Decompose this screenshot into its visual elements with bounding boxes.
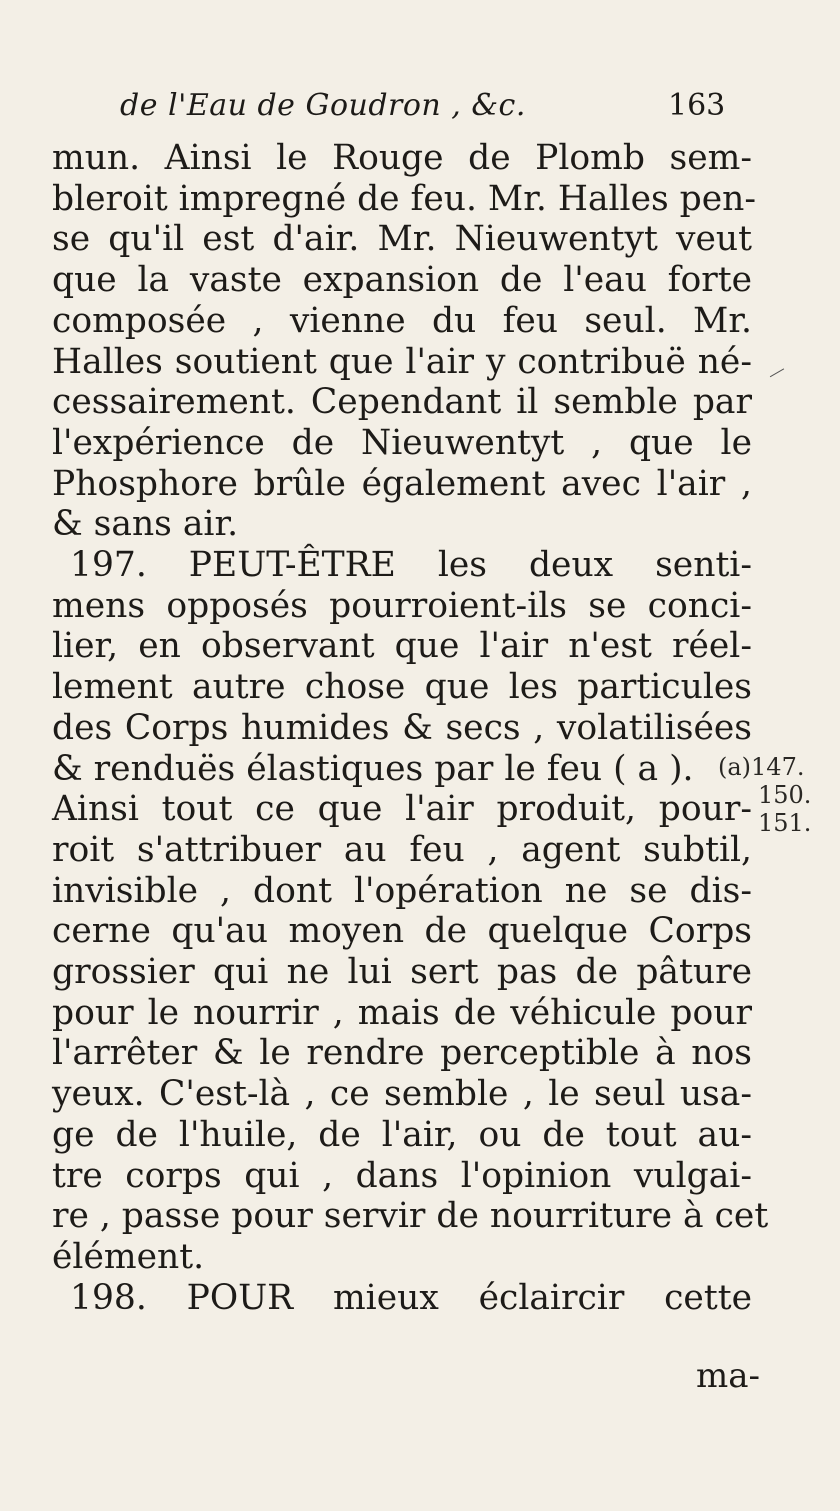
text-line: bleroit impregné de feu. Mr. Halles pen- <box>52 178 757 219</box>
text-line: pour le nourrir , mais de véhicule pour <box>52 992 752 1033</box>
text-line: roit s'attribuer au feu , agent subtil, <box>52 829 752 870</box>
paragraph-198-start: 198. POUR mieux éclaircir cette <box>70 1277 752 1318</box>
text-line: grossier qui ne lui sert pas de pâture <box>52 952 752 993</box>
text-line: cessairement. Cependant il semble par <box>52 382 752 423</box>
text-line: mens opposés pourroient-ils se conci- <box>52 585 752 626</box>
margin-note-151: 151. <box>758 809 812 837</box>
margin-mark <box>770 368 786 380</box>
text-line: que la vaste expansion de l'eau forte <box>52 260 752 301</box>
paragraph-197-start: 197. PEUT-ÊTRE les deux senti- <box>70 545 752 586</box>
text-line: Ainsi tout ce que l'air produit, pour- <box>52 789 752 830</box>
running-head: de l'Eau de Goudron , &c. <box>120 88 526 123</box>
text-line: élément. <box>52 1236 205 1277</box>
text-line: mun. Ainsi le Rouge de Plomb sem- <box>52 138 752 178</box>
text-line: Halles soutient que l'air y contribuë né- <box>52 341 752 382</box>
margin-note-a: (a)147. <box>718 753 805 781</box>
text-line: re , passe pour servir de nourriture à cet <box>52 1196 769 1237</box>
catchword: ma- <box>696 1356 760 1396</box>
text-line: tre corps qui , dans l'opinion vulgai- <box>52 1155 752 1196</box>
margin-note-150: 150. <box>758 781 812 809</box>
text-line: lier, en observant que l'air n'est réel- <box>52 626 752 667</box>
text-line: ge de l'huile, de l'air, ou de tout au- <box>52 1114 752 1155</box>
text-line: composée , vienne du feu seul. Mr. <box>52 300 752 341</box>
page-number: 163 <box>668 88 726 123</box>
text-line: Phosphore brûle également avec l'air , <box>52 463 752 504</box>
text-line: cerne qu'au moyen de quelque Corps <box>52 911 752 952</box>
text-line: yeux. C'est-là , ce semble , le seul usa- <box>52 1074 752 1115</box>
text-line: invisible , dont l'opération ne se dis- <box>52 870 752 911</box>
text-line: l'expérience de Nieuwentyt , que le <box>52 422 752 463</box>
text-line: & renduës élastiques par le feu ( a ). <box>52 748 694 789</box>
text-line: l'arrêter & le rendre perceptible à nos <box>52 1033 752 1074</box>
text-line: lement autre chose que les particules <box>52 667 752 708</box>
text-line: & sans air. <box>52 504 239 545</box>
text-line: se qu'il est d'air. Mr. Nieuwentyt veut <box>52 219 752 260</box>
text-line: des Corps humides & secs , volatilisées <box>52 707 752 748</box>
page-header <box>0 88 800 138</box>
